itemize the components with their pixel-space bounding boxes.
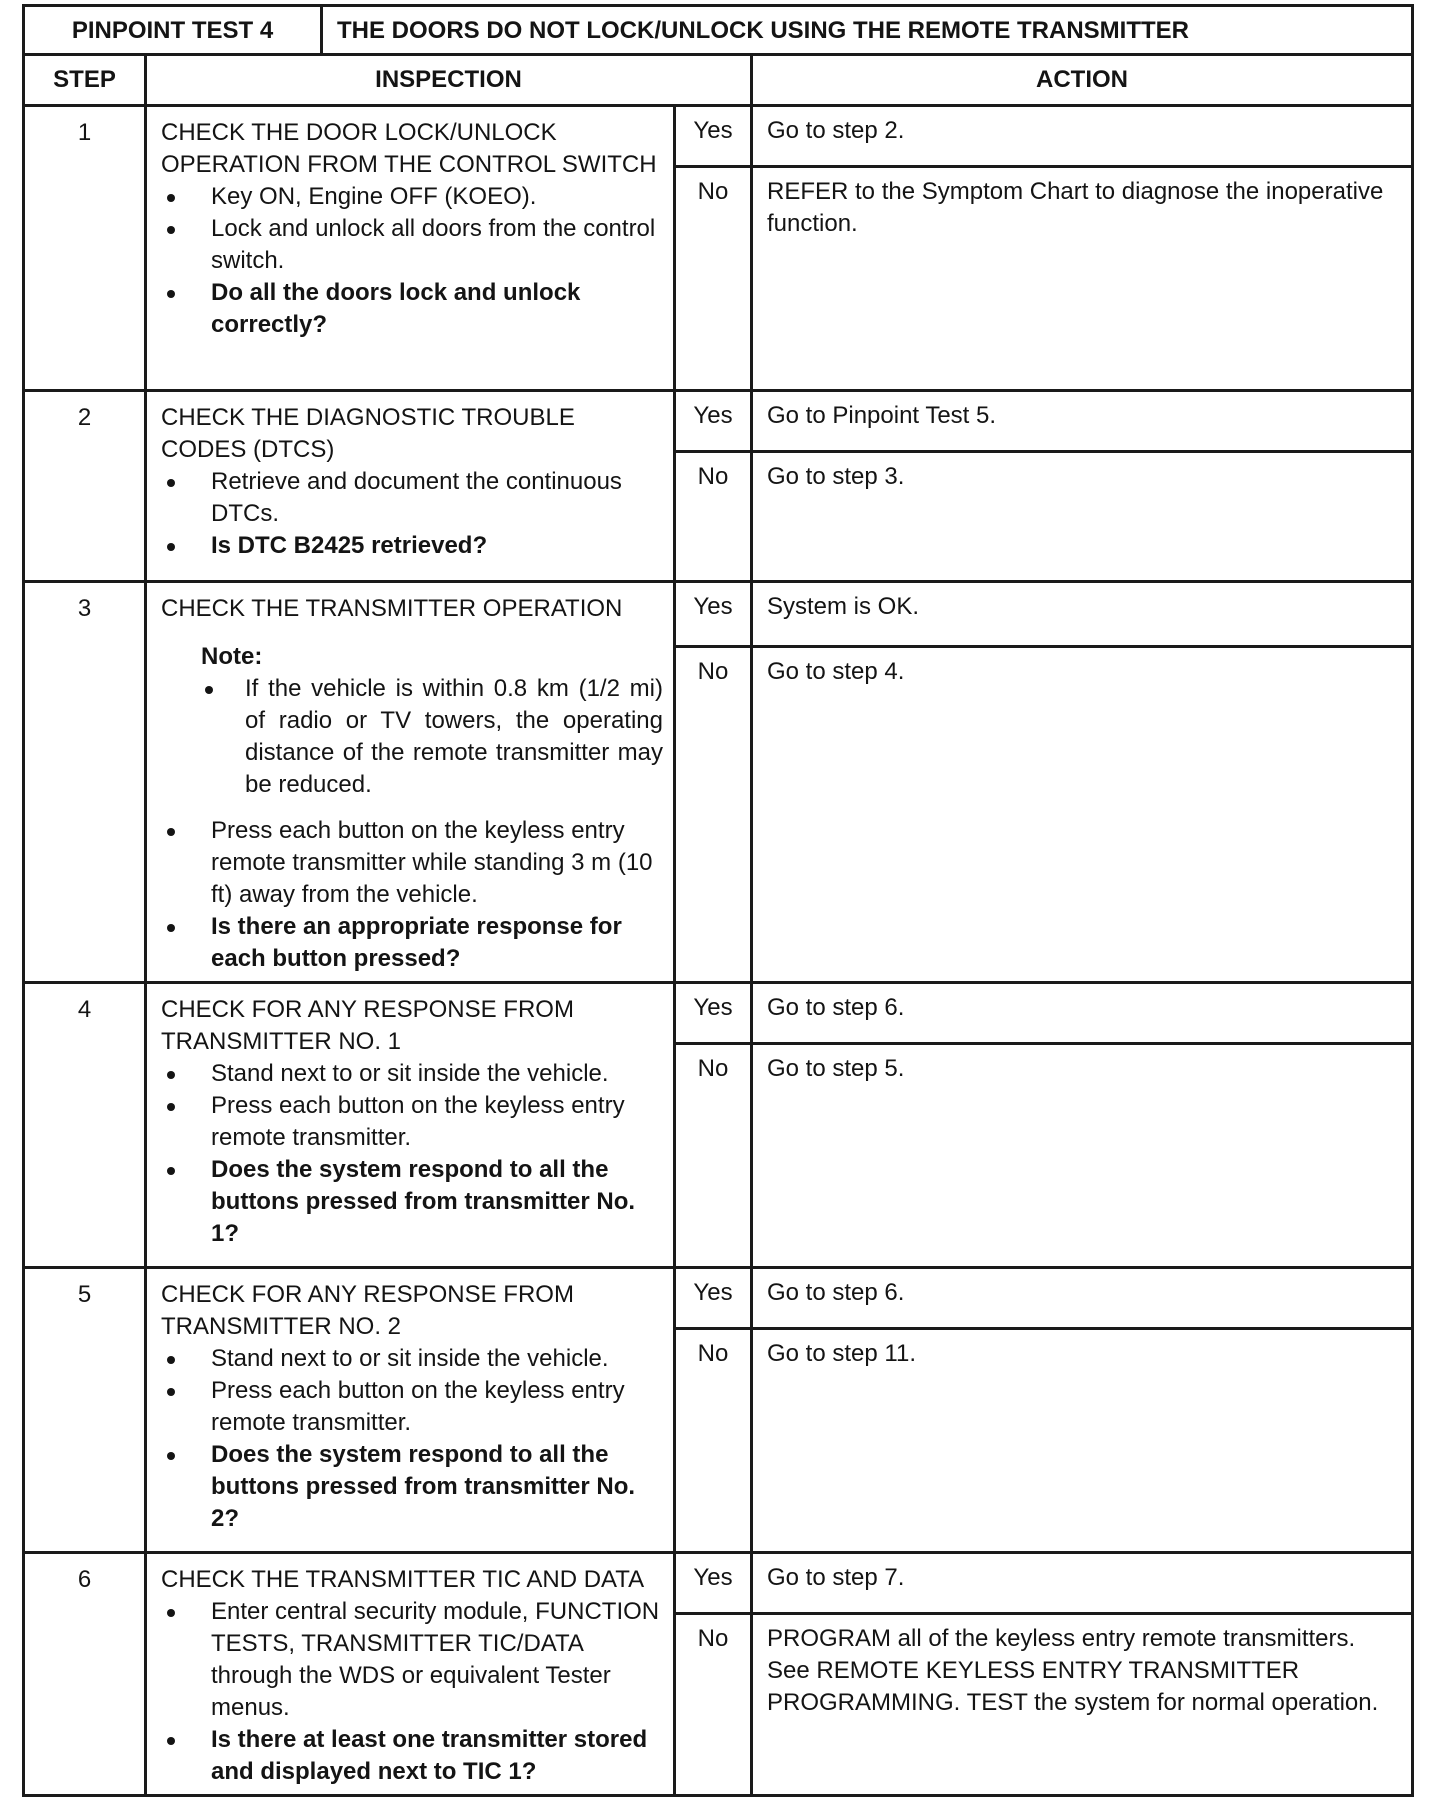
step-number: 4 <box>24 983 146 1268</box>
bullet-item: Press each button on the keyless entry remote transmitter while standing 3 m (10 ft) away from the vehicle. <box>161 815 663 911</box>
bullet-item: Stand next to or sit inside the vehicle. <box>161 1058 663 1090</box>
note-label: Note: <box>201 643 263 670</box>
bullet-item: Retrieve and document the continuous DTCs. <box>161 466 663 530</box>
yes-action: Go to Pinpoint Test 5. <box>752 391 1413 452</box>
column-header-row <box>24 55 1413 106</box>
step-number: 6 <box>24 1553 146 1796</box>
bullet-item: Press each button on the keyless entry remote transmitter. <box>161 1375 663 1439</box>
inspection-bullets <box>161 1596 663 1788</box>
step-row <box>24 1268 1413 1329</box>
inspection-question: Is there an appropriate response for each button pressed? <box>161 911 663 975</box>
inspection-cell <box>146 106 675 391</box>
bullet-item: Press each button on the keyless entry remote transmitter. <box>161 1090 663 1154</box>
pinpoint-test-table <box>22 4 1414 1797</box>
no-action: Go to step 3. <box>752 452 1413 582</box>
no-action: Go to step 4. <box>752 646 1413 982</box>
step-number: 5 <box>24 1268 146 1553</box>
no-action: Go to step 5. <box>752 1044 1413 1268</box>
step-row <box>24 983 1413 1044</box>
yes-label: Yes <box>675 582 752 647</box>
yes-label: Yes <box>675 391 752 452</box>
no-label: No <box>675 167 752 391</box>
step-number: 1 <box>24 106 146 391</box>
inspection-bullets <box>161 466 663 562</box>
yes-label: Yes <box>675 1553 752 1614</box>
test-title: THE DOORS DO NOT LOCK/UNLOCK USING THE REMOTE TRANSMITTER <box>322 6 1413 55</box>
inspection-heading: CHECK THE DIAGNOSTIC TROUBLE CODES (DTCS) <box>161 404 575 463</box>
step-row <box>24 391 1413 452</box>
bullet-item: Key ON, Engine OFF (KOEO). <box>161 181 663 213</box>
yes-action: System is OK. <box>752 582 1413 647</box>
no-label: No <box>675 1044 752 1268</box>
step-row <box>24 1553 1413 1614</box>
inspection-question: Is there at least one transmitter stored and displayed next to TIC 1? <box>161 1724 663 1788</box>
inspection-cell <box>146 582 675 983</box>
inspection-bullets <box>161 815 663 975</box>
yes-label: Yes <box>675 983 752 1044</box>
no-action: REFER to the Symptom Chart to diagnose the inoperative function. <box>752 167 1413 391</box>
step-number: 2 <box>24 391 146 582</box>
inspection-cell <box>146 391 675 582</box>
inspection-question: Does the system respond to all the buttons pressed from transmitter No. 2? <box>161 1439 663 1535</box>
inspection-heading: CHECK FOR ANY RESPONSE FROM TRANSMITTER NO. 2 <box>161 1281 574 1340</box>
title-row <box>24 6 1413 55</box>
step-column-header: STEP <box>24 55 146 106</box>
inspection-question: Does the system respond to all the buttons pressed from transmitter No. 1? <box>161 1154 663 1250</box>
yes-label: Yes <box>675 1268 752 1329</box>
inspection-cell <box>146 983 675 1268</box>
note-bullet-item: If the vehicle is within 0.8 km (1/2 mi) of radio or TV towers, the operating distance of the remote transmitter may be reduced. <box>201 673 663 801</box>
pinpoint-test-document <box>22 4 1414 1785</box>
bullet-item: Stand next to or sit inside the vehicle. <box>161 1343 663 1375</box>
test-id: PINPOINT TEST 4 <box>24 6 322 55</box>
inspection-question: Is DTC B2425 retrieved? <box>161 530 663 562</box>
no-label: No <box>675 1329 752 1553</box>
inspection-heading: CHECK THE TRANSMITTER OPERATION <box>161 595 623 622</box>
inspection-bullets <box>161 1343 663 1535</box>
inspection-question: Do all the doors lock and unlock correctly? <box>161 277 663 341</box>
no-action: Go to step 11. <box>752 1329 1413 1553</box>
yes-action: Go to step 7. <box>752 1553 1413 1614</box>
note-block <box>201 641 663 801</box>
step-number: 3 <box>24 582 146 983</box>
step-row <box>24 106 1413 167</box>
inspection-bullets <box>161 1058 663 1250</box>
yes-label: Yes <box>675 106 752 167</box>
step-row <box>24 582 1413 647</box>
no-label: No <box>675 1614 752 1796</box>
inspection-column-header: INSPECTION <box>146 55 752 106</box>
no-label: No <box>675 452 752 582</box>
action-column-header: ACTION <box>752 55 1413 106</box>
yes-action: Go to step 6. <box>752 983 1413 1044</box>
note-bullets <box>201 673 663 801</box>
no-action: PROGRAM all of the keyless entry remote transmitters. See REMOTE KEYLESS ENTRY TRANSMITTER PROGRAMMING. TEST the system for normal operation. <box>752 1614 1413 1796</box>
inspection-heading: CHECK THE TRANSMITTER TIC AND DATA <box>161 1566 645 1593</box>
yes-action: Go to step 6. <box>752 1268 1413 1329</box>
inspection-cell <box>146 1553 675 1796</box>
inspection-cell <box>146 1268 675 1553</box>
inspection-heading: CHECK FOR ANY RESPONSE FROM TRANSMITTER NO. 1 <box>161 996 574 1055</box>
bullet-item: Lock and unlock all doors from the control switch. <box>161 213 663 277</box>
yes-action: Go to step 2. <box>752 106 1413 167</box>
inspection-bullets <box>161 181 663 341</box>
inspection-heading: CHECK THE DOOR LOCK/UNLOCK OPERATION FROM THE CONTROL SWITCH <box>161 119 657 178</box>
no-label: No <box>675 646 752 982</box>
bullet-item: Enter central security module, FUNCTION TESTS, TRANSMITTER TIC/DATA through the WDS or equivalent Tester menus. <box>161 1596 663 1724</box>
